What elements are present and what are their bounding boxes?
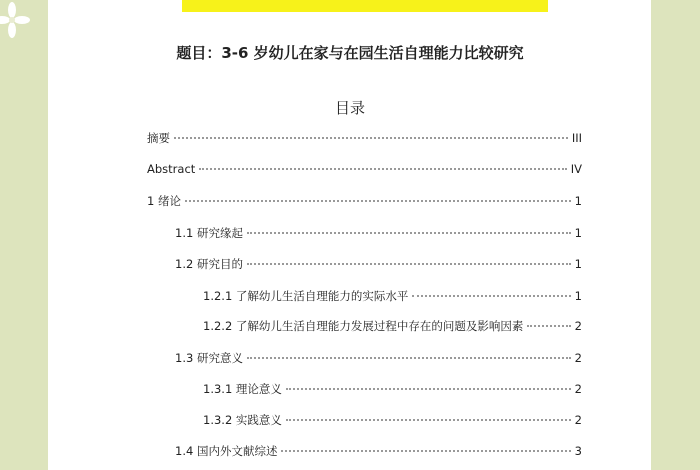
toc-entry-label: 1.3.2 实践意义 bbox=[203, 413, 282, 427]
toc-entry[interactable] bbox=[203, 318, 582, 334]
toc-entry[interactable] bbox=[175, 350, 582, 366]
toc-entry-label: 1.2.1 了解幼儿生活自理能力的实际水平 bbox=[203, 289, 409, 303]
toc-entry-page: 2 bbox=[574, 351, 582, 365]
toc-entry[interactable] bbox=[175, 225, 582, 241]
toc-entry-label: 1.4 国内外文献综述 bbox=[175, 444, 278, 458]
toc-leader-dots bbox=[247, 263, 571, 265]
flower-decoration-icon bbox=[0, 2, 30, 38]
toc-leader-dots bbox=[174, 137, 568, 139]
toc-entry-label: 1.1 研究缘起 bbox=[175, 226, 243, 240]
toc-entry[interactable] bbox=[147, 193, 582, 209]
toc-entry-page: 2 bbox=[574, 413, 582, 427]
toc-entry[interactable] bbox=[203, 381, 582, 397]
toc-entry-label: 1 绪论 bbox=[147, 194, 181, 208]
toc-leader-dots bbox=[286, 419, 571, 421]
toc-entry[interactable] bbox=[147, 162, 582, 178]
toc-entry-page: IV bbox=[570, 162, 582, 176]
toc-entry-page: 1 bbox=[574, 194, 582, 208]
toc-entry[interactable] bbox=[203, 288, 582, 304]
toc-entry-label: 1.2.2 了解幼儿生活自理能力发展过程中存在的问题及影响因素 bbox=[203, 319, 524, 333]
toc-entry-page: 1 bbox=[574, 226, 582, 240]
toc-leader-dots bbox=[412, 295, 570, 297]
toc-entry-page: III bbox=[571, 131, 582, 145]
toc-entry-page: 3 bbox=[574, 444, 582, 458]
toc-entry-label: 1.3 研究意义 bbox=[175, 351, 243, 365]
thesis-title: 题目：3-6 岁幼儿在家与在园生活自理能力比较研究 bbox=[176, 44, 524, 62]
toc-entry-page: 1 bbox=[574, 257, 582, 271]
toc-leader-dots bbox=[199, 168, 566, 170]
header-banner bbox=[182, 0, 548, 12]
toc-leader-dots bbox=[281, 450, 570, 452]
toc-leader-dots bbox=[527, 325, 570, 327]
toc-entry-label: Abstract bbox=[147, 162, 196, 176]
toc-entry-label: 1.2 研究目的 bbox=[175, 257, 243, 271]
toc-entry[interactable] bbox=[203, 412, 582, 428]
toc-entry[interactable] bbox=[175, 256, 582, 272]
toc-entry[interactable] bbox=[147, 130, 582, 146]
toc-entry-page: 2 bbox=[574, 319, 582, 333]
toc-entry[interactable] bbox=[175, 443, 582, 459]
toc-heading: 目录 bbox=[334, 99, 365, 117]
toc-leader-dots bbox=[247, 232, 571, 234]
toc-leader-dots bbox=[247, 357, 571, 359]
toc-leader-dots bbox=[185, 200, 571, 202]
toc-entry-label: 1.3.1 理论意义 bbox=[203, 382, 282, 396]
toc-entry-page: 2 bbox=[574, 382, 582, 396]
toc-leader-dots bbox=[286, 388, 571, 390]
toc-entry-page: 1 bbox=[574, 289, 582, 303]
toc-entry-label: 摘要 bbox=[147, 131, 170, 145]
